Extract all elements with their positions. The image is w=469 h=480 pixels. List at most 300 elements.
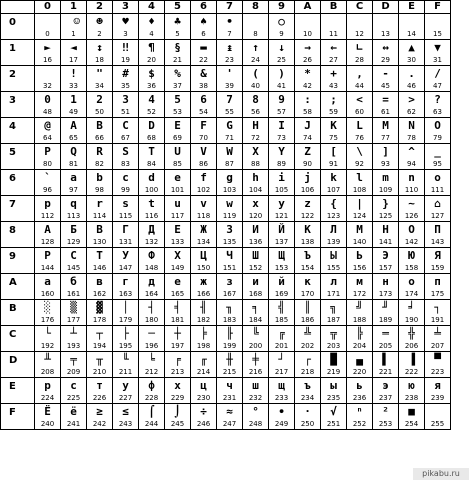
character-glyph: ж [200, 275, 207, 288]
code-cell [373, 274, 399, 300]
code-cell [113, 196, 139, 222]
code-cell [35, 92, 61, 118]
character-glyph: : [304, 93, 311, 106]
character-glyph: ⌠ [148, 405, 155, 418]
code-cell [61, 222, 87, 248]
code-cell [191, 352, 217, 378]
character-code: 132 [144, 238, 159, 246]
code-cell [217, 40, 243, 66]
character-glyph: ╬ [408, 327, 415, 340]
table-row [1, 92, 451, 118]
character-code: 200 [248, 342, 263, 350]
character-glyph: Г [122, 223, 129, 236]
character-code: 23 [225, 56, 234, 64]
code-cell [165, 170, 191, 196]
character-glyph: P [44, 145, 51, 158]
character-code: 168 [248, 290, 263, 298]
character-code: 143 [430, 238, 445, 246]
code-cell [373, 196, 399, 222]
character-code: 236 [352, 394, 367, 402]
character-glyph: ↓ [278, 41, 285, 54]
character-glyph: E [174, 119, 181, 132]
code-cell [113, 404, 139, 430]
code-cell [321, 300, 347, 326]
code-cell [139, 300, 165, 326]
code-cell [87, 14, 113, 40]
character-code: 161 [66, 290, 81, 298]
character-code: 64 [43, 134, 52, 142]
character-code: 210 [92, 368, 107, 376]
code-cell [373, 378, 399, 404]
character-glyph: У [122, 249, 129, 262]
code-cell [61, 300, 87, 326]
code-cell [269, 66, 295, 92]
code-cell [217, 118, 243, 144]
code-cell [217, 274, 243, 300]
row-header: D [1, 352, 35, 378]
character-code: 6 [201, 30, 206, 38]
code-cell [165, 66, 191, 92]
code-cell [139, 404, 165, 430]
corner-cell [1, 1, 35, 14]
character-code: 77 [381, 134, 390, 142]
character-glyph: ; [330, 93, 337, 106]
character-code: 95 [433, 160, 442, 168]
code-cell [165, 196, 191, 222]
character-glyph: d [148, 171, 155, 184]
character-code: 21 [173, 56, 182, 64]
character-glyph: ╗ [330, 301, 337, 314]
character-code: 202 [300, 342, 315, 350]
character-glyph: n [408, 171, 415, 184]
character-code: 53 [173, 108, 182, 116]
table-row [1, 248, 451, 274]
code-cell [321, 92, 347, 118]
code-cell [347, 326, 373, 352]
character-code: 16 [43, 56, 52, 64]
code-cell [269, 404, 295, 430]
code-cell [165, 222, 191, 248]
character-glyph: ╞ [200, 327, 207, 340]
character-code: 225 [66, 394, 81, 402]
character-glyph: ► [44, 41, 51, 54]
code-cell [139, 170, 165, 196]
code-cell [321, 170, 347, 196]
character-glyph: ┌ [304, 353, 311, 366]
code-cell [165, 404, 191, 430]
code-cell [87, 118, 113, 144]
character-glyph: < [356, 93, 363, 106]
code-cell [295, 40, 321, 66]
table-row [1, 170, 451, 196]
character-glyph: Q [70, 145, 77, 158]
code-cell [113, 14, 139, 40]
character-code: 232 [248, 394, 263, 402]
character-glyph: C [122, 119, 129, 132]
character-code: 101 [170, 186, 185, 194]
character-code: 150 [196, 264, 211, 272]
character-code: 242 [92, 420, 107, 428]
character-glyph: } [382, 197, 389, 210]
character-glyph: ф [148, 379, 155, 392]
character-code: 96 [43, 186, 52, 194]
character-glyph: u [174, 197, 181, 210]
code-cell [425, 66, 451, 92]
column-header: 9 [269, 1, 295, 14]
character-glyph: н [382, 275, 389, 288]
character-code: 148 [144, 264, 159, 272]
character-code: 82 [95, 160, 104, 168]
code-cell [243, 352, 269, 378]
code-cell [399, 14, 425, 40]
character-glyph: ┴ [70, 327, 77, 340]
character-code: 128 [40, 238, 55, 246]
character-code: 27 [329, 56, 338, 64]
character-glyph: Ч [226, 249, 233, 262]
character-glyph: ◄ [70, 41, 77, 54]
character-code: 73 [277, 134, 286, 142]
character-code: 158 [404, 264, 419, 272]
code-cell [321, 326, 347, 352]
code-cell [347, 404, 373, 430]
character-code: 116 [144, 212, 159, 220]
character-code: 173 [378, 290, 393, 298]
character-code: 240 [40, 420, 55, 428]
character-code: 166 [196, 290, 211, 298]
character-code: 25 [277, 56, 286, 64]
character-code: 254 [404, 420, 419, 428]
code-cell [269, 118, 295, 144]
code-cell [425, 40, 451, 66]
character-glyph: ╕ [252, 301, 259, 314]
column-header: F [425, 1, 451, 14]
code-cell [243, 248, 269, 274]
code-cell [113, 248, 139, 274]
character-code: 184 [248, 316, 263, 324]
character-code: 145 [66, 264, 81, 272]
code-cell [87, 378, 113, 404]
character-code: 124 [352, 212, 367, 220]
code-cell [61, 326, 87, 352]
code-cell [347, 14, 373, 40]
column-header: D [373, 1, 399, 14]
character-glyph: 1 [70, 93, 77, 106]
character-code: 204 [352, 342, 367, 350]
code-cell [87, 274, 113, 300]
code-cell [243, 326, 269, 352]
code-cell [61, 404, 87, 430]
character-code: 111 [430, 186, 445, 194]
row-header: 7 [1, 196, 35, 222]
character-code: 250 [300, 420, 315, 428]
character-glyph: Ф [148, 249, 155, 262]
character-glyph: & [200, 67, 207, 80]
code-cell [191, 170, 217, 196]
character-code: 211 [118, 368, 133, 376]
character-code: 86 [199, 160, 208, 168]
code-cell [139, 144, 165, 170]
character-glyph: М [356, 223, 363, 236]
code-cell [35, 144, 61, 170]
character-code: 89 [277, 160, 286, 168]
character-glyph: Ж [200, 223, 207, 236]
table-row [1, 378, 451, 404]
code-cell [425, 14, 451, 40]
character-code: 69 [173, 134, 182, 142]
character-glyph: { [330, 197, 337, 210]
code-cell [347, 352, 373, 378]
code-cell [347, 66, 373, 92]
code-cell [243, 40, 269, 66]
character-code: 26 [303, 56, 312, 64]
character-glyph: ▼ [434, 41, 441, 54]
character-code: 141 [378, 238, 393, 246]
character-glyph: = [382, 93, 389, 106]
code-cell [373, 170, 399, 196]
column-header: 6 [191, 1, 217, 14]
column-header: 1 [61, 1, 87, 14]
character-glyph: ъ [304, 379, 311, 392]
character-glyph: ┘ [278, 353, 285, 366]
table-row [1, 40, 451, 66]
code-cell [35, 248, 61, 274]
table-row [1, 144, 451, 170]
code-cell [347, 222, 373, 248]
character-glyph: щ [278, 379, 285, 392]
code-cell [269, 170, 295, 196]
character-glyph: I [278, 119, 285, 132]
character-glyph: ╒ [174, 353, 181, 366]
character-glyph: ╙ [122, 353, 129, 366]
character-code: 136 [248, 238, 263, 246]
character-code: 52 [147, 108, 156, 116]
character-code: 79 [433, 134, 442, 142]
code-cell [269, 378, 295, 404]
character-code: 171 [326, 290, 341, 298]
character-code: 186 [300, 316, 315, 324]
character-code: 139 [326, 238, 341, 246]
code-cell [87, 40, 113, 66]
code-cell [243, 222, 269, 248]
character-glyph: Ъ [304, 249, 311, 262]
character-code: 62 [407, 108, 416, 116]
code-cell [191, 300, 217, 326]
character-code: 183 [222, 316, 237, 324]
character-code: 35 [121, 82, 130, 90]
code-cell [269, 300, 295, 326]
character-code: 218 [300, 368, 315, 376]
character-code: 93 [381, 160, 390, 168]
character-code: 230 [196, 394, 211, 402]
character-code: 57 [277, 108, 286, 116]
code-cell [87, 92, 113, 118]
character-code: 208 [40, 368, 55, 376]
character-code: 175 [430, 290, 445, 298]
code-cell [399, 222, 425, 248]
character-glyph: O [434, 119, 441, 132]
character-glyph: с [70, 379, 77, 392]
character-code: 30 [407, 56, 416, 64]
code-cell [425, 404, 451, 430]
character-glyph: 2 [96, 93, 103, 106]
code-cell [87, 352, 113, 378]
code-cell [425, 274, 451, 300]
character-glyph: a [70, 171, 77, 184]
character-glyph: ╦ [330, 327, 337, 340]
character-glyph: , [356, 67, 363, 80]
column-header: E [399, 1, 425, 14]
character-code: 189 [378, 316, 393, 324]
code-cell [165, 274, 191, 300]
row-header: 4 [1, 118, 35, 144]
character-glyph: $ [148, 67, 155, 80]
code-cell [35, 170, 61, 196]
code-cell [347, 248, 373, 274]
code-cell [295, 92, 321, 118]
character-glyph: ≈ [226, 405, 233, 418]
character-glyph: ─ [148, 327, 155, 340]
code-cell [399, 248, 425, 274]
code-cell [425, 92, 451, 118]
character-glyph: l [356, 171, 363, 184]
code-cell [321, 144, 347, 170]
character-glyph: ] [382, 145, 389, 158]
code-cell [295, 118, 321, 144]
character-code: 196 [144, 342, 159, 350]
character-code: 215 [222, 368, 237, 376]
character-code: 155 [326, 264, 341, 272]
code-cell [165, 378, 191, 404]
character-glyph: % [174, 67, 181, 80]
character-code: 67 [121, 134, 130, 142]
character-code: 197 [170, 342, 185, 350]
code-cell [425, 170, 451, 196]
character-glyph: 4 [148, 93, 155, 106]
character-code: 91 [329, 160, 338, 168]
character-code: 51 [121, 108, 130, 116]
character-code: 38 [199, 82, 208, 90]
character-glyph: • [226, 15, 233, 28]
column-header: 5 [165, 1, 191, 14]
code-cell [321, 66, 347, 92]
code-cell [217, 14, 243, 40]
character-glyph: D [148, 119, 155, 132]
character-code: 152 [248, 264, 263, 272]
character-glyph: ☻ [96, 15, 103, 28]
code-cell [61, 118, 87, 144]
character-code: 109 [378, 186, 393, 194]
character-code: 31 [433, 56, 442, 64]
character-code: 192 [40, 342, 55, 350]
character-glyph: Y [278, 145, 285, 158]
character-glyph: ♠ [200, 15, 207, 28]
column-header: 3 [113, 1, 139, 14]
character-code: 34 [95, 82, 104, 90]
code-cell [399, 66, 425, 92]
character-code: 66 [95, 134, 104, 142]
code-cell [321, 118, 347, 144]
code-cell [35, 118, 61, 144]
code-cell [139, 196, 165, 222]
code-cell [87, 144, 113, 170]
character-code: 177 [66, 316, 81, 324]
character-code: 214 [196, 368, 211, 376]
code-cell [217, 196, 243, 222]
character-glyph: ╝ [356, 301, 363, 314]
code-cell [321, 222, 347, 248]
row-header: C [1, 326, 35, 352]
character-code: 228 [144, 394, 159, 402]
character-code: 54 [199, 108, 208, 116]
character-glyph: B [96, 119, 103, 132]
column-header: 8 [243, 1, 269, 14]
character-code: 81 [69, 160, 78, 168]
character-glyph: T [148, 145, 155, 158]
code-cell [243, 92, 269, 118]
character-glyph: Т [96, 249, 103, 262]
character-code: 115 [118, 212, 133, 220]
character-code: 226 [92, 394, 107, 402]
character-glyph: п [434, 275, 441, 288]
character-code: 201 [274, 342, 289, 350]
character-glyph: ╔ [278, 327, 285, 340]
character-glyph: L [356, 119, 363, 132]
character-glyph: j [304, 171, 311, 184]
character-code: 129 [66, 238, 81, 246]
character-code: 174 [404, 290, 419, 298]
character-code: 2 [97, 30, 102, 38]
character-glyph: ♣ [174, 15, 181, 28]
character-glyph: э [382, 379, 389, 392]
character-glyph: ё [70, 405, 77, 418]
character-glyph: ═ [382, 327, 389, 340]
character-glyph: √ [330, 405, 337, 418]
code-cell [347, 40, 373, 66]
code-cell [61, 352, 87, 378]
character-glyph: ├ [122, 327, 129, 340]
character-code: 0 [45, 30, 50, 38]
character-glyph: \ [356, 145, 363, 158]
character-glyph: h [252, 171, 259, 184]
character-code: 222 [404, 368, 419, 376]
character-glyph: w [226, 197, 233, 210]
code-cell [425, 118, 451, 144]
character-glyph: ! [70, 67, 77, 80]
character-code: 33 [69, 82, 78, 90]
character-glyph: и [252, 275, 259, 288]
character-glyph: U [174, 145, 181, 158]
character-code: 119 [222, 212, 237, 220]
character-code: 48 [43, 108, 52, 116]
character-code: 8 [253, 30, 258, 38]
character-code: 224 [40, 394, 55, 402]
character-code: 104 [248, 186, 263, 194]
character-code: 36 [147, 82, 156, 90]
code-cell [295, 352, 321, 378]
character-glyph: 6 [200, 93, 207, 106]
code-cell [321, 248, 347, 274]
code-cell [295, 196, 321, 222]
character-code: 24 [251, 56, 260, 64]
code-cell [321, 40, 347, 66]
row-header: 1 [1, 40, 35, 66]
character-glyph: Я [434, 249, 441, 262]
code-cell [295, 222, 321, 248]
code-cell [243, 404, 269, 430]
character-code: 209 [66, 368, 81, 376]
character-code: 163 [118, 290, 133, 298]
code-cell [243, 274, 269, 300]
